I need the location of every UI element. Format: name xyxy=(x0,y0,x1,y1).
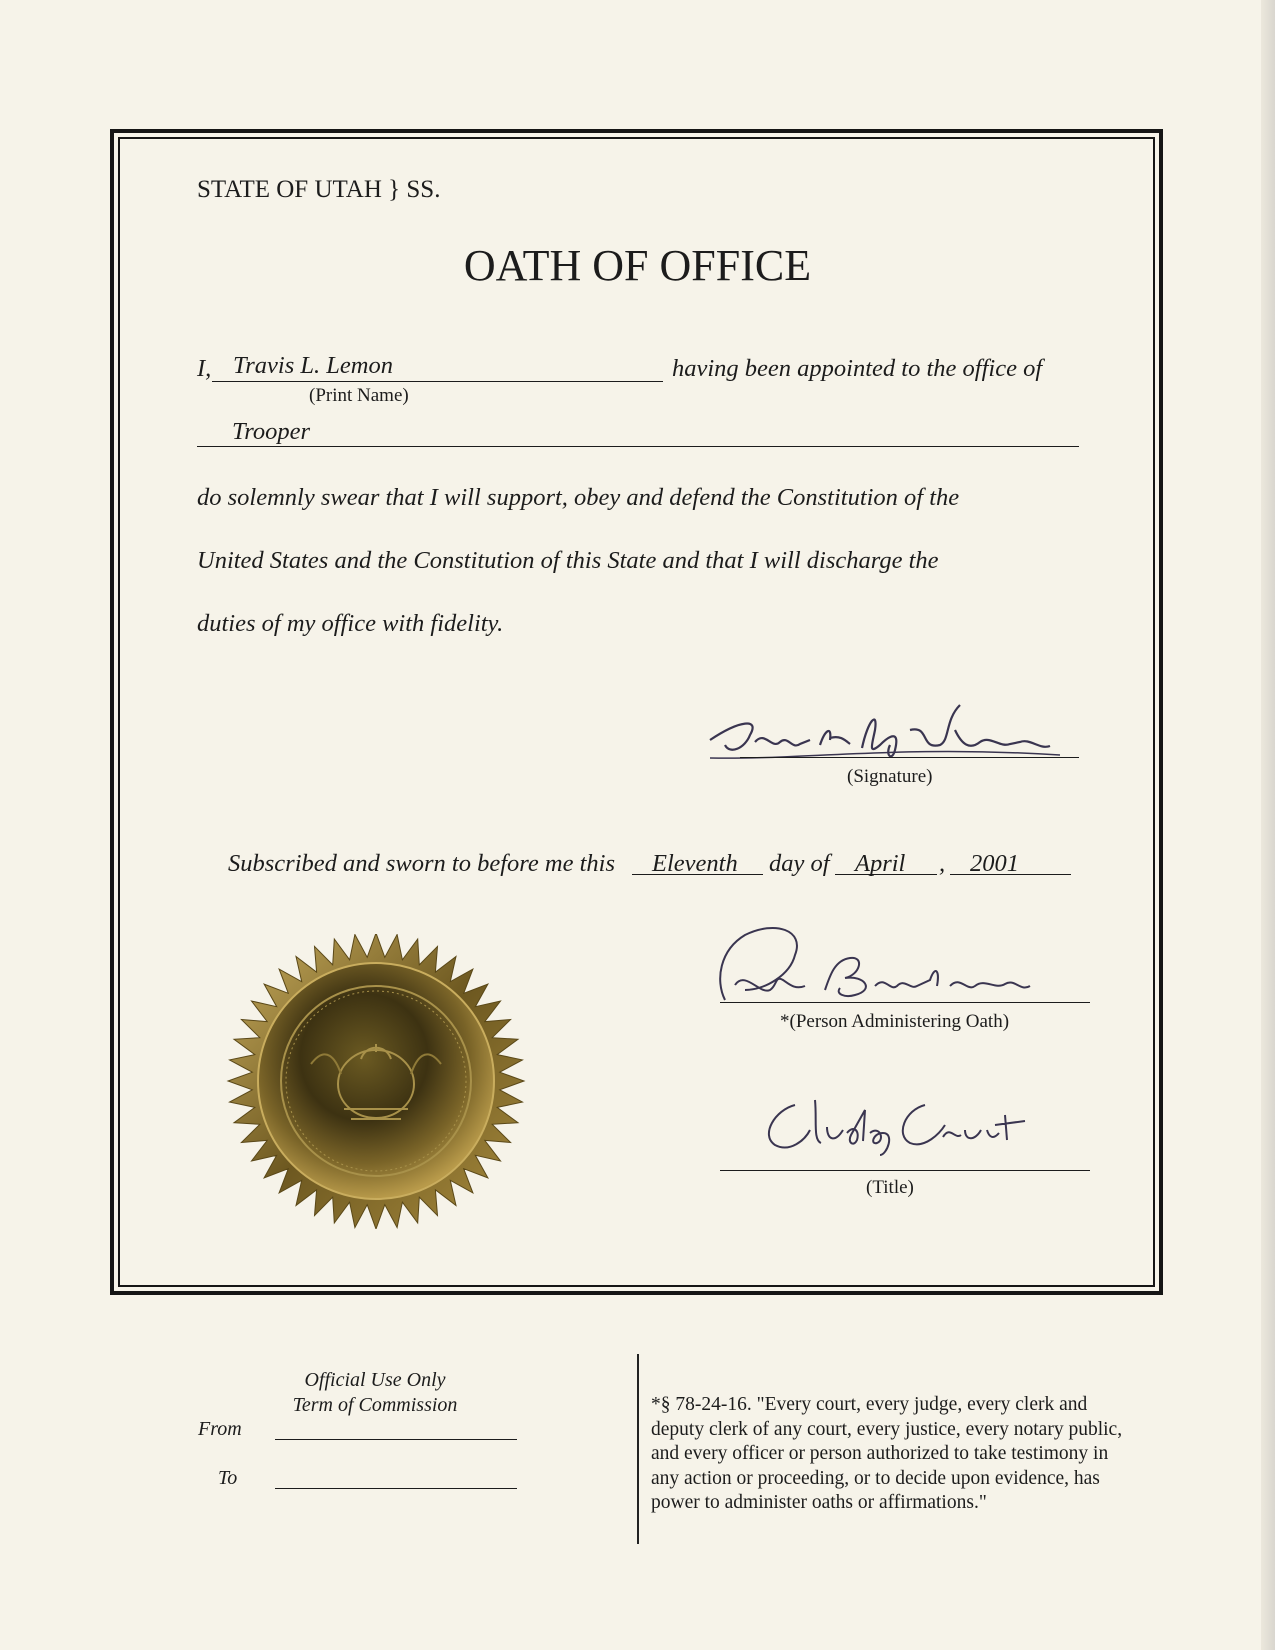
oath-prefix: I, xyxy=(197,355,212,382)
court-seal xyxy=(226,934,531,1229)
date-comma: , xyxy=(939,850,946,877)
oath-line-3: duties of my office with fidelity. xyxy=(197,610,504,637)
title-signature xyxy=(755,1085,1065,1165)
printed-name: Travis L. Lemon xyxy=(233,352,393,379)
from-label: From xyxy=(198,1418,242,1440)
administrator-caption: *(Person Administering Oath) xyxy=(780,1011,1010,1032)
document-title: OATH OF OFFICE xyxy=(463,241,812,290)
administrator-line xyxy=(720,1002,1090,1003)
office-line xyxy=(197,446,1079,447)
oath-line-1: do solemnly swear that I will support, obey and defend the Constitution of the xyxy=(197,484,960,511)
subscribed-month: April xyxy=(855,850,906,877)
print-name-caption: (Print Name) xyxy=(309,385,409,406)
signature-line xyxy=(740,757,1079,758)
statute-text: *§ 78-24-16. "Every court, every judge, every clerk and deputy clerk of any court, every justice, every notary public, and every officer or person authorized to take testimony in any action or proceeding, or to decide upon evidence, has power to administer oaths or affirmations." xyxy=(651,1394,1123,1513)
oath-signature xyxy=(700,700,1090,770)
month-line xyxy=(835,874,937,875)
day-of-text: day of xyxy=(769,850,830,877)
subscribed-day: Eleventh xyxy=(652,850,738,877)
to-field[interactable] xyxy=(275,1488,517,1489)
subscribed-text: Subscribed and sworn to before me this xyxy=(228,850,615,877)
state-header: STATE OF UTAH } SS. xyxy=(197,176,441,203)
from-field[interactable] xyxy=(275,1439,517,1440)
signature-caption: (Signature) xyxy=(847,766,933,787)
oath-line-2: United States and the Constitution of this State and that I will discharge the xyxy=(197,547,939,574)
year-line xyxy=(950,874,1071,875)
title-line xyxy=(720,1170,1090,1171)
name-line xyxy=(212,381,663,382)
section-divider xyxy=(637,1354,639,1544)
appointed-text: having been appointed to the office of xyxy=(672,355,1043,382)
to-label: To xyxy=(218,1467,238,1489)
subscribed-year: 2001 xyxy=(970,850,1019,877)
administrator-signature xyxy=(705,920,1065,1015)
term-of-commission-heading: Term of Commission xyxy=(292,1394,458,1416)
office-value: Trooper xyxy=(232,418,311,445)
day-line xyxy=(632,874,763,875)
official-use-heading: Official Use Only xyxy=(304,1369,446,1391)
title-caption: (Title) xyxy=(866,1177,914,1198)
